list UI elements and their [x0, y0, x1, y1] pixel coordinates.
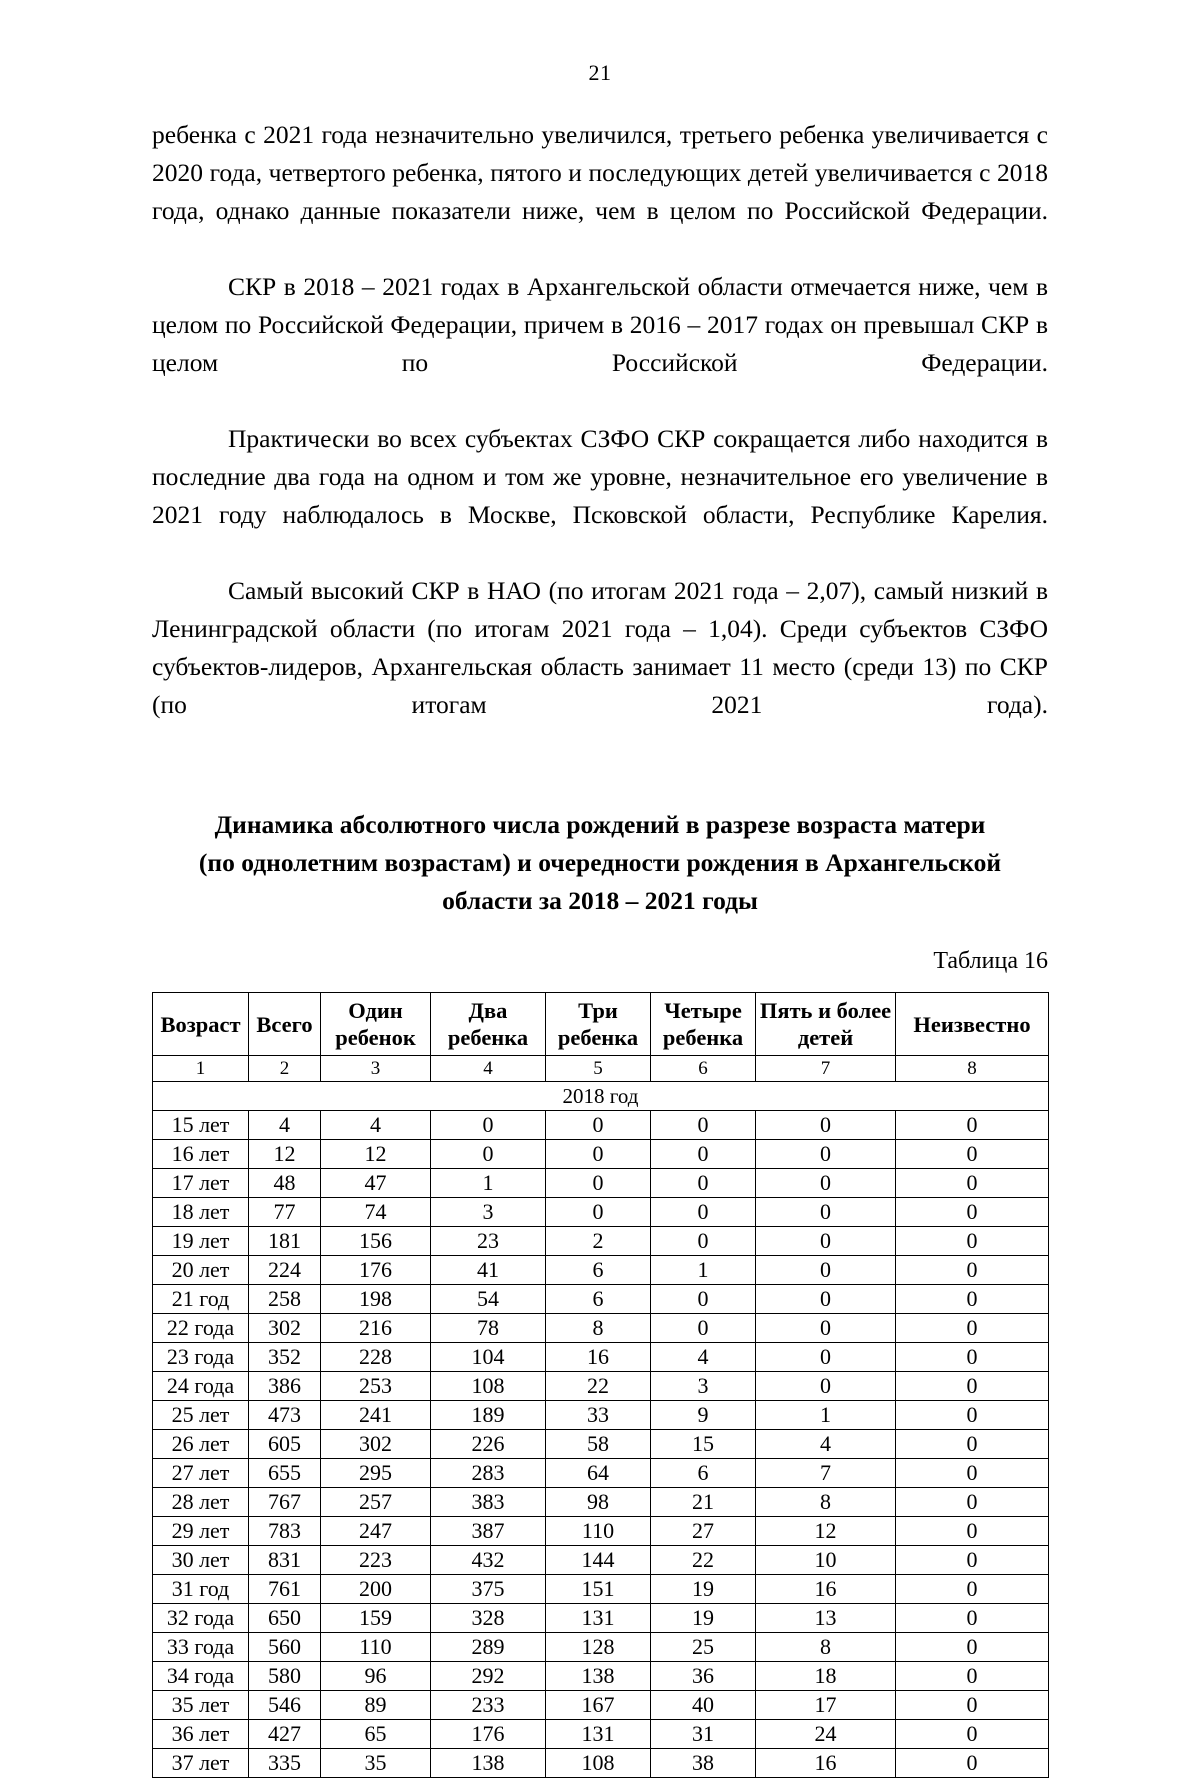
cell-value: 0	[896, 1227, 1049, 1256]
cell-value: 13	[756, 1604, 896, 1633]
paragraph-3: Практически во всех субъектах СЗФО СКР сокращается либо находится в последние два года на одном и том же уровне, незначительное его увеличение в 2021 году наблюдалось в Москве, Псковской области, Республике Карелия.	[152, 424, 1048, 529]
cell-value: 40	[651, 1691, 756, 1720]
cell-age: 28 лет	[153, 1488, 249, 1517]
cell-value: 17	[756, 1691, 896, 1720]
cell-value: 258	[249, 1285, 321, 1314]
section-year-label: 2018 год	[153, 1082, 1049, 1111]
cell-value: 655	[249, 1459, 321, 1488]
cell-value: 6	[546, 1256, 651, 1285]
cell-value: 387	[431, 1517, 546, 1546]
cell-value: 0	[896, 1198, 1049, 1227]
cell-value: 36	[651, 1662, 756, 1691]
table-title	[152, 762, 1048, 920]
table-header-row	[153, 993, 1049, 1056]
cell-value: 0	[756, 1169, 896, 1198]
column-header-three: Три ребенка	[546, 993, 651, 1056]
cell-value: 0	[756, 1256, 896, 1285]
cell-value: 8	[756, 1488, 896, 1517]
cell-value: 77	[249, 1198, 321, 1227]
table-title-line-3: области за 2018 – 2021 годы	[442, 886, 758, 915]
cell-value: 767	[249, 1488, 321, 1517]
cell-value: 54	[431, 1285, 546, 1314]
cell-value: 9	[651, 1401, 756, 1430]
cell-value: 27	[651, 1517, 756, 1546]
cell-value: 3	[431, 1198, 546, 1227]
table-row	[153, 1111, 1049, 1140]
cell-value: 98	[546, 1488, 651, 1517]
cell-value: 0	[651, 1198, 756, 1227]
cell-age: 30 лет	[153, 1546, 249, 1575]
body-text-block	[152, 84, 1048, 762]
cell-value: 473	[249, 1401, 321, 1430]
cell-value: 0	[756, 1198, 896, 1227]
cell-value: 1	[651, 1256, 756, 1285]
table-row	[153, 1198, 1049, 1227]
cell-value: 253	[321, 1372, 431, 1401]
cell-value: 650	[249, 1604, 321, 1633]
table-title-line-1: Динамика абсолютного числа рождений в разрезе возраста матери	[214, 810, 986, 839]
cell-value: 4	[651, 1343, 756, 1372]
cell-value: 226	[431, 1430, 546, 1459]
cell-age: 37 лет	[153, 1749, 249, 1778]
cell-value: 4	[756, 1430, 896, 1459]
cell-value: 283	[431, 1459, 546, 1488]
cell-value: 0	[896, 1720, 1049, 1749]
cell-value: 0	[896, 1430, 1049, 1459]
table-row	[153, 1343, 1049, 1372]
cell-value: 831	[249, 1546, 321, 1575]
column-header-two: Два ребенка	[431, 993, 546, 1056]
cell-age: 19 лет	[153, 1227, 249, 1256]
cell-value: 0	[896, 1459, 1049, 1488]
cell-value: 159	[321, 1604, 431, 1633]
table-row	[153, 1633, 1049, 1662]
table-number-label: Таблица 16	[933, 948, 1048, 974]
cell-age: 29 лет	[153, 1517, 249, 1546]
cell-value: 47	[321, 1169, 431, 1198]
cell-value: 108	[431, 1372, 546, 1401]
table-row	[153, 1285, 1049, 1314]
cell-value: 0	[896, 1575, 1049, 1604]
cell-value: 257	[321, 1488, 431, 1517]
cell-value: 58	[546, 1430, 651, 1459]
cell-value: 0	[651, 1169, 756, 1198]
page-number: 21	[588, 60, 612, 85]
cell-value: 16	[756, 1575, 896, 1604]
column-number-3: 3	[321, 1056, 431, 1082]
cell-value: 0	[896, 1517, 1049, 1546]
cell-value: 144	[546, 1546, 651, 1575]
cell-value: 4	[249, 1111, 321, 1140]
cell-value: 289	[431, 1633, 546, 1662]
cell-value: 78	[431, 1314, 546, 1343]
column-number-8: 8	[896, 1056, 1049, 1082]
cell-value: 224	[249, 1256, 321, 1285]
cell-value: 375	[431, 1575, 546, 1604]
cell-value: 216	[321, 1314, 431, 1343]
table-row	[153, 1140, 1049, 1169]
column-number-4: 4	[431, 1056, 546, 1082]
table-row	[153, 1575, 1049, 1604]
cell-value: 15	[651, 1430, 756, 1459]
cell-value: 156	[321, 1227, 431, 1256]
cell-value: 96	[321, 1662, 431, 1691]
column-header-five: Пять и более детей	[756, 993, 896, 1056]
cell-value: 25	[651, 1633, 756, 1662]
cell-value: 3	[651, 1372, 756, 1401]
cell-value: 33	[546, 1401, 651, 1430]
cell-value: 41	[431, 1256, 546, 1285]
cell-value: 24	[756, 1720, 896, 1749]
table-row	[153, 1662, 1049, 1691]
column-number-1: 1	[153, 1056, 249, 1082]
cell-value: 0	[756, 1227, 896, 1256]
cell-value: 0	[756, 1285, 896, 1314]
table-row	[153, 1459, 1049, 1488]
cell-value: 546	[249, 1691, 321, 1720]
cell-value: 22	[651, 1546, 756, 1575]
cell-value: 0	[546, 1169, 651, 1198]
cell-value: 21	[651, 1488, 756, 1517]
section-year-row	[153, 1082, 1049, 1111]
table-row	[153, 1604, 1049, 1633]
table-row	[153, 1169, 1049, 1198]
cell-value: 0	[896, 1111, 1049, 1140]
cell-value: 7	[756, 1459, 896, 1488]
cell-value: 4	[321, 1111, 431, 1140]
cell-value: 6	[651, 1459, 756, 1488]
cell-value: 386	[249, 1372, 321, 1401]
cell-value: 0	[756, 1111, 896, 1140]
cell-age: 36 лет	[153, 1720, 249, 1749]
cell-value: 0	[756, 1314, 896, 1343]
cell-value: 302	[321, 1430, 431, 1459]
cell-age: 26 лет	[153, 1430, 249, 1459]
column-header-total: Всего	[249, 993, 321, 1056]
cell-value: 198	[321, 1285, 431, 1314]
cell-value: 131	[546, 1720, 651, 1749]
cell-value: 0	[896, 1604, 1049, 1633]
cell-value: 110	[321, 1633, 431, 1662]
cell-age: 32 года	[153, 1604, 249, 1633]
cell-value: 35	[321, 1749, 431, 1778]
cell-value: 19	[651, 1575, 756, 1604]
cell-value: 10	[756, 1546, 896, 1575]
cell-value: 0	[896, 1140, 1049, 1169]
column-header-age: Возраст	[153, 993, 249, 1056]
cell-value: 12	[249, 1140, 321, 1169]
cell-value: 605	[249, 1430, 321, 1459]
cell-value: 12	[321, 1140, 431, 1169]
table-row	[153, 1430, 1049, 1459]
cell-value: 0	[896, 1749, 1049, 1778]
table-header	[153, 993, 1049, 1056]
cell-value: 0	[431, 1140, 546, 1169]
cell-value: 0	[756, 1372, 896, 1401]
paragraph-1: ребенка с 2021 года незначительно увеличился, третьего ребенка увеличивается с 2020 года, четвертого ребенка, пятого и последующих детей увеличивается с 2018 года, однако данные показатели ниже, чем в целом по Российской Федерации.	[152, 120, 1048, 225]
column-number-row	[153, 1056, 1049, 1082]
cell-value: 427	[249, 1720, 321, 1749]
cell-value: 241	[321, 1401, 431, 1430]
table-container	[152, 976, 1048, 1778]
cell-value: 0	[651, 1140, 756, 1169]
table-row	[153, 1314, 1049, 1343]
cell-value: 89	[321, 1691, 431, 1720]
cell-value: 18	[756, 1662, 896, 1691]
cell-value: 0	[651, 1285, 756, 1314]
cell-value: 560	[249, 1633, 321, 1662]
cell-value: 19	[651, 1604, 756, 1633]
cell-value: 0	[896, 1372, 1049, 1401]
cell-value: 138	[431, 1749, 546, 1778]
table-body	[153, 1056, 1049, 1778]
cell-value: 128	[546, 1633, 651, 1662]
cell-age: 22 года	[153, 1314, 249, 1343]
cell-value: 295	[321, 1459, 431, 1488]
cell-value: 0	[651, 1227, 756, 1256]
cell-age: 23 года	[153, 1343, 249, 1372]
cell-value: 74	[321, 1198, 431, 1227]
table-row	[153, 1372, 1049, 1401]
cell-value: 176	[431, 1720, 546, 1749]
cell-value: 1	[431, 1169, 546, 1198]
cell-value: 167	[546, 1691, 651, 1720]
paragraph-4: Самый высокий СКР в НАО (по итогам 2021 года – 2,07), самый низкий в Ленинградской области (по итогам 2021 года – 1,04). Среди субъектов СЗФО субъектов-лидеров, Архангельская область занимает 11 место (среди 13) по СКР (по итогам 2021 года).	[152, 576, 1048, 719]
table-row	[153, 1749, 1049, 1778]
cell-age: 27 лет	[153, 1459, 249, 1488]
cell-age: 33 года	[153, 1633, 249, 1662]
column-number-2: 2	[249, 1056, 321, 1082]
cell-value: 0	[546, 1198, 651, 1227]
table-row	[153, 1720, 1049, 1749]
cell-value: 0	[896, 1343, 1049, 1372]
cell-age: 34 года	[153, 1662, 249, 1691]
cell-value: 65	[321, 1720, 431, 1749]
paragraph-2: СКР в 2018 – 2021 годах в Архангельской области отмечается ниже, чем в целом по Российской Федерации, причем в 2016 – 2017 годах он превышал СКР в целом по Российской Федерации.	[152, 272, 1048, 377]
table-row	[153, 1488, 1049, 1517]
cell-value: 22	[546, 1372, 651, 1401]
cell-value: 292	[431, 1662, 546, 1691]
cell-age: 21 год	[153, 1285, 249, 1314]
cell-value: 0	[896, 1488, 1049, 1517]
cell-value: 138	[546, 1662, 651, 1691]
cell-value: 0	[756, 1343, 896, 1372]
cell-age: 35 лет	[153, 1691, 249, 1720]
cell-value: 0	[651, 1314, 756, 1343]
cell-value: 0	[896, 1546, 1049, 1575]
column-number-7: 7	[756, 1056, 896, 1082]
column-header-unknown: Неизвестно	[896, 993, 1049, 1056]
cell-value: 761	[249, 1575, 321, 1604]
cell-value: 12	[756, 1517, 896, 1546]
cell-age: 31 год	[153, 1575, 249, 1604]
cell-age: 18 лет	[153, 1198, 249, 1227]
table-title-line-2: (по однолетним возрастам) и очередности рождения в Архангельской	[198, 848, 1002, 877]
cell-value: 2	[546, 1227, 651, 1256]
cell-age: 20 лет	[153, 1256, 249, 1285]
cell-value: 104	[431, 1343, 546, 1372]
cell-value: 108	[546, 1749, 651, 1778]
table-row	[153, 1517, 1049, 1546]
column-header-one: Один ребенок	[321, 993, 431, 1056]
cell-value: 0	[896, 1691, 1049, 1720]
column-header-four: Четыре ребенка	[651, 993, 756, 1056]
cell-value: 0	[896, 1662, 1049, 1691]
table-row	[153, 1227, 1049, 1256]
cell-value: 0	[896, 1314, 1049, 1343]
cell-value: 0	[896, 1285, 1049, 1314]
cell-value: 247	[321, 1517, 431, 1546]
cell-value: 783	[249, 1517, 321, 1546]
cell-value: 200	[321, 1575, 431, 1604]
cell-value: 38	[651, 1749, 756, 1778]
cell-value: 352	[249, 1343, 321, 1372]
cell-age: 15 лет	[153, 1111, 249, 1140]
cell-value: 16	[756, 1749, 896, 1778]
cell-value: 181	[249, 1227, 321, 1256]
cell-age: 17 лет	[153, 1169, 249, 1198]
births-by-age-table	[152, 992, 1049, 1778]
cell-value: 228	[321, 1343, 431, 1372]
column-number-6: 6	[651, 1056, 756, 1082]
cell-value: 6	[546, 1285, 651, 1314]
cell-value: 302	[249, 1314, 321, 1343]
cell-value: 110	[546, 1517, 651, 1546]
cell-value: 383	[431, 1488, 546, 1517]
cell-value: 0	[896, 1633, 1049, 1662]
cell-value: 176	[321, 1256, 431, 1285]
table-row	[153, 1256, 1049, 1285]
cell-value: 31	[651, 1720, 756, 1749]
cell-value: 223	[321, 1546, 431, 1575]
cell-value: 131	[546, 1604, 651, 1633]
cell-value: 8	[756, 1633, 896, 1662]
cell-value: 0	[896, 1401, 1049, 1430]
cell-value: 0	[431, 1111, 546, 1140]
table-row	[153, 1691, 1049, 1720]
cell-value: 580	[249, 1662, 321, 1691]
cell-value: 16	[546, 1343, 651, 1372]
cell-value: 432	[431, 1546, 546, 1575]
cell-value: 189	[431, 1401, 546, 1430]
cell-value: 233	[431, 1691, 546, 1720]
cell-value: 48	[249, 1169, 321, 1198]
table-row	[153, 1546, 1049, 1575]
column-number-5: 5	[546, 1056, 651, 1082]
cell-value: 335	[249, 1749, 321, 1778]
cell-value: 328	[431, 1604, 546, 1633]
cell-value: 1	[756, 1401, 896, 1430]
cell-age: 24 года	[153, 1372, 249, 1401]
cell-value: 0	[546, 1140, 651, 1169]
cell-value: 151	[546, 1575, 651, 1604]
cell-value: 0	[651, 1111, 756, 1140]
cell-value: 64	[546, 1459, 651, 1488]
cell-value: 23	[431, 1227, 546, 1256]
table-row	[153, 1401, 1049, 1430]
cell-value: 0	[896, 1256, 1049, 1285]
cell-age: 25 лет	[153, 1401, 249, 1430]
cell-age: 16 лет	[153, 1140, 249, 1169]
cell-value: 0	[546, 1111, 651, 1140]
cell-value: 8	[546, 1314, 651, 1343]
cell-value: 0	[756, 1140, 896, 1169]
cell-value: 0	[896, 1169, 1049, 1198]
